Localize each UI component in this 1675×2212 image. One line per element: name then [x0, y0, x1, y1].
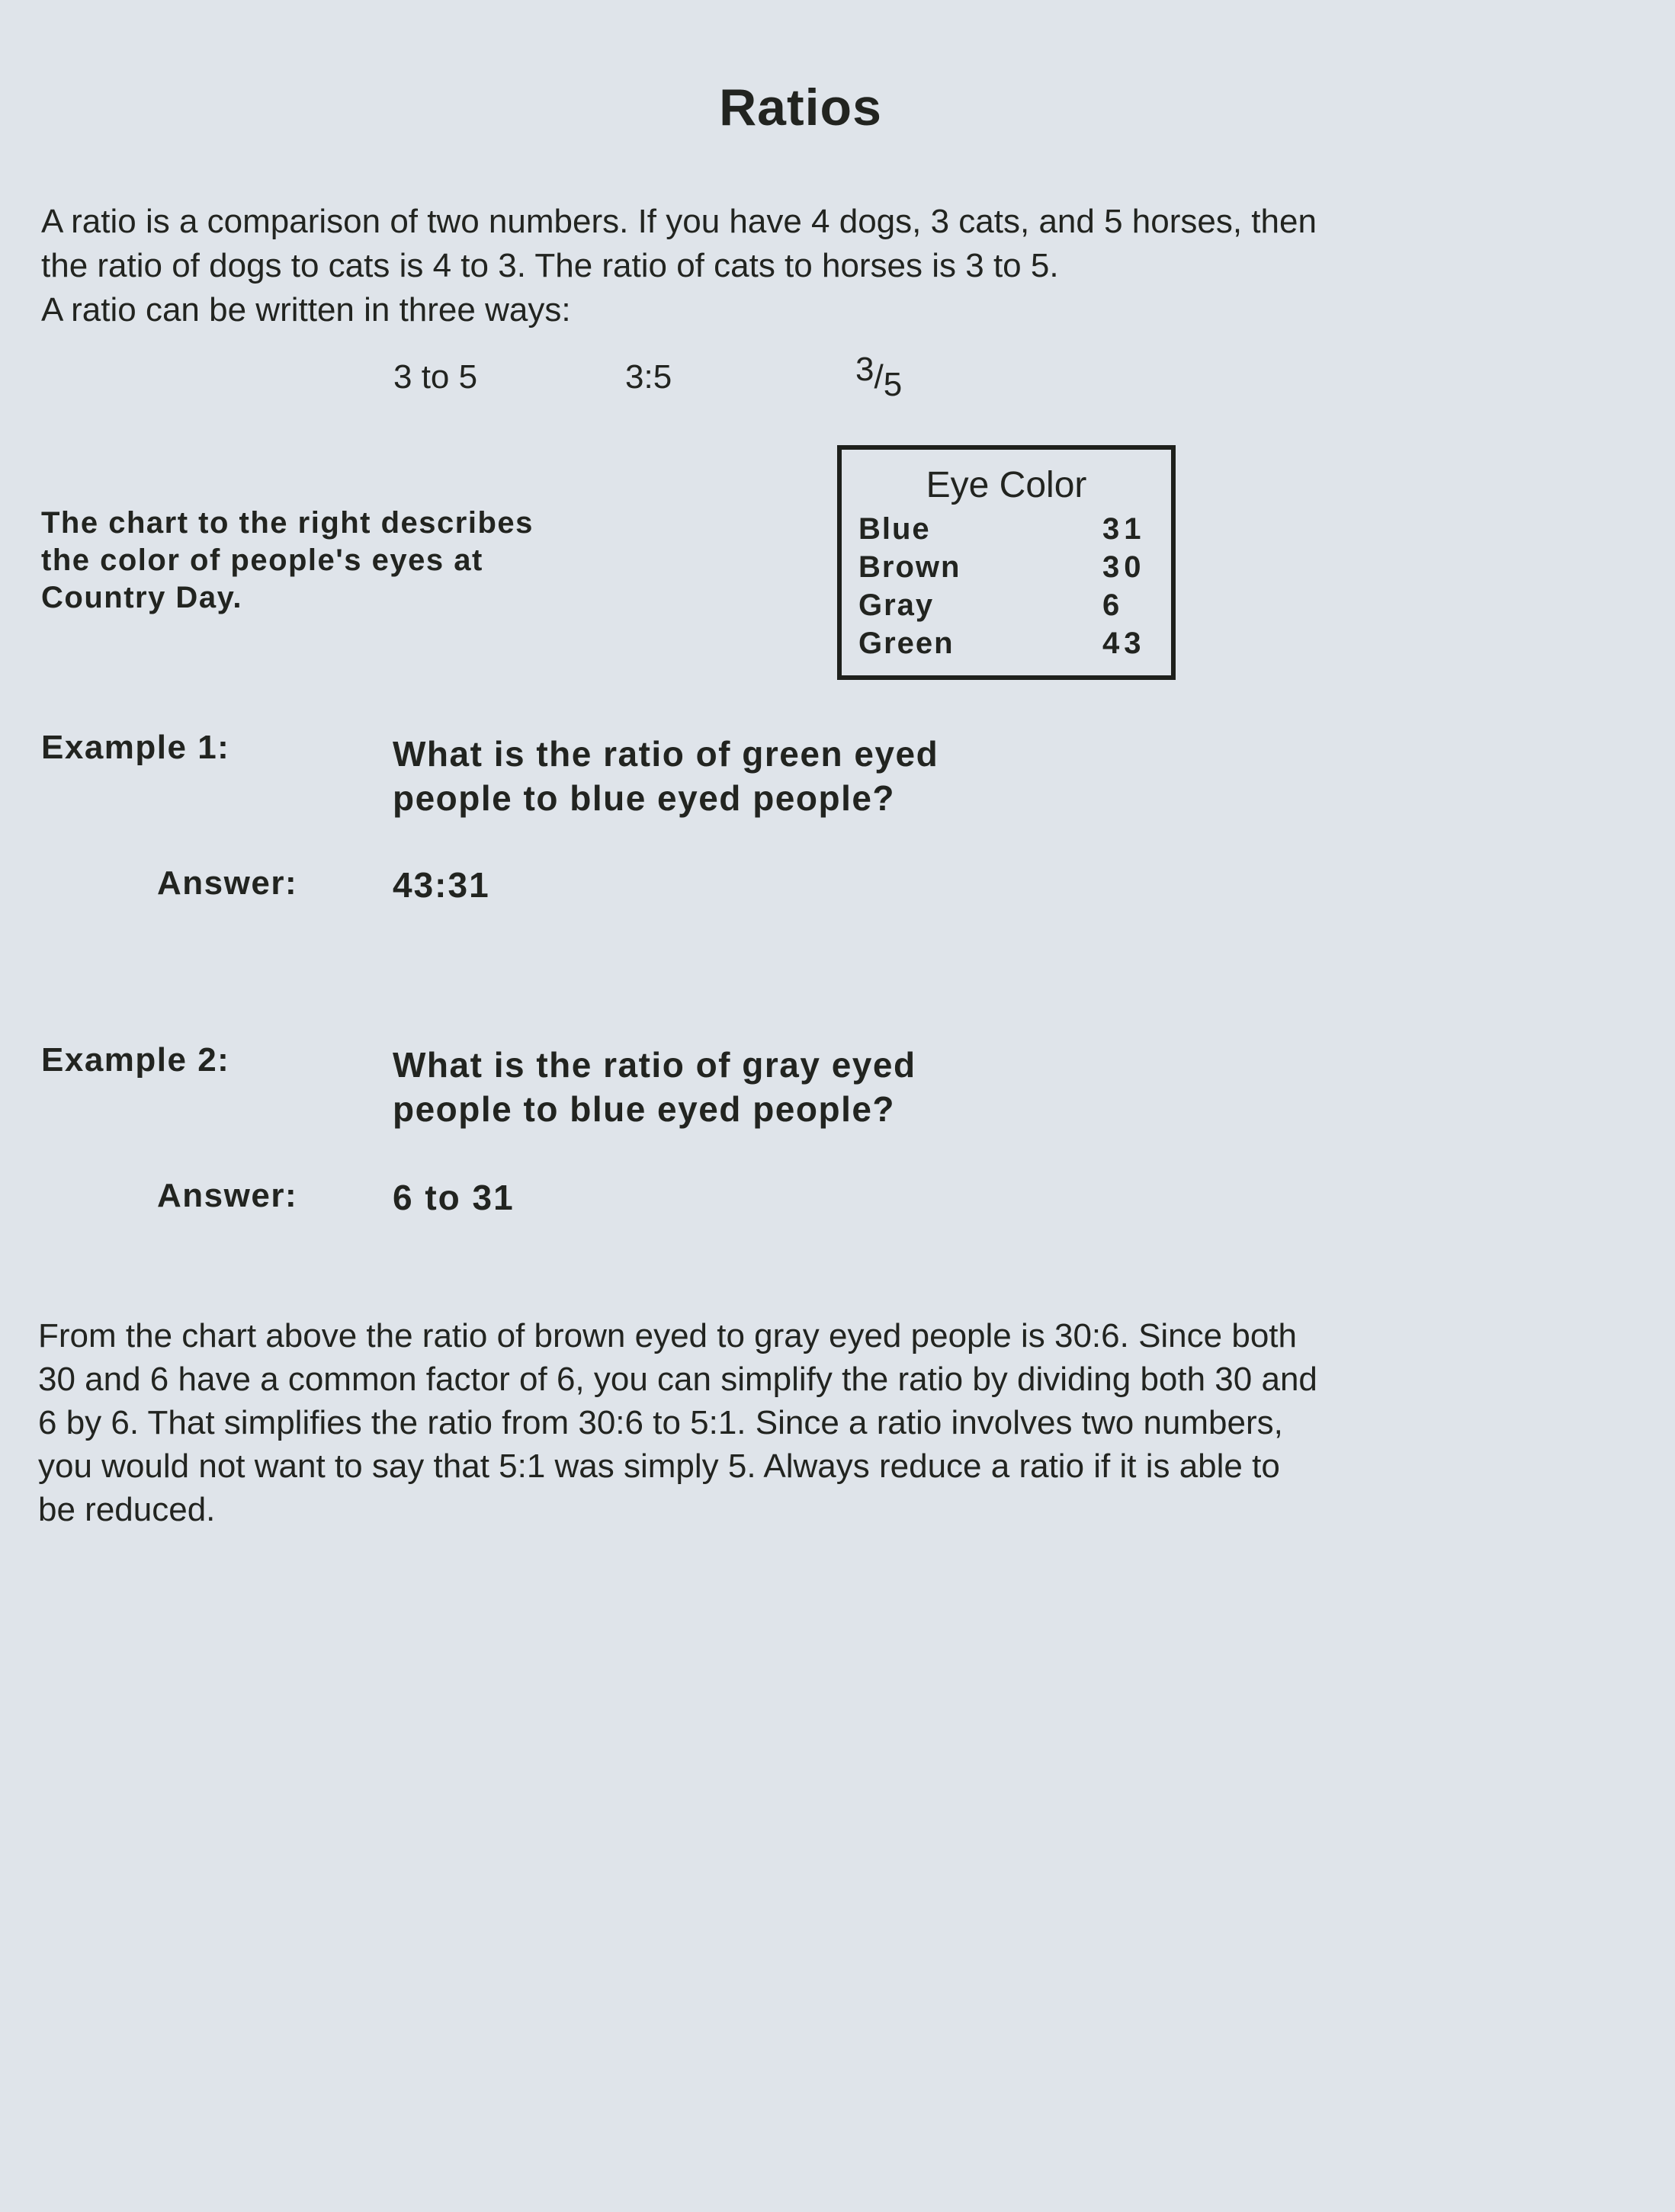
- eye-color-name: Gray: [858, 588, 935, 622]
- eye-color-name: Green: [858, 627, 955, 660]
- table-row: [858, 588, 1163, 627]
- intro-line: A ratio can be written in three ways:: [41, 291, 571, 329]
- eye-color-table: [837, 445, 1176, 680]
- example-2-answer: 6 to 31: [393, 1178, 515, 1217]
- eye-color-count: 30: [1102, 550, 1146, 584]
- chart-description: [41, 505, 621, 617]
- eye-color-count: 6: [1102, 588, 1125, 622]
- ratio-form-colon: 3:5: [625, 358, 672, 396]
- example-2-question: [393, 1043, 1079, 1131]
- eye-color-name: Blue: [858, 512, 931, 546]
- example-2-label: Example 2:: [41, 1041, 230, 1079]
- table-row: [858, 550, 1163, 588]
- table-row: [858, 627, 1163, 665]
- example-2-answer-label: Answer:: [157, 1177, 298, 1214]
- question-line: What is the ratio of gray eyed: [393, 1045, 916, 1085]
- question-line: people to blue eyed people?: [393, 1089, 896, 1129]
- example-1-answer: 43:31: [393, 865, 490, 905]
- chart-description-line: Country Day.: [41, 581, 242, 614]
- eye-color-table-title: Eye Color: [926, 465, 1087, 505]
- fraction-numerator: 3: [855, 351, 874, 388]
- ratio-form-words: 3 to 5: [393, 358, 478, 396]
- question-line: What is the ratio of green eyed: [393, 734, 939, 774]
- closing-line: 6 by 6. That simplifies the ratio from 30:6 to 5:1. Since a ratio involves two numbers,: [38, 1404, 1283, 1441]
- eye-color-count: 43: [1102, 627, 1146, 660]
- closing-line: be reduced.: [38, 1491, 216, 1528]
- example-1-question: [393, 732, 1079, 820]
- closing-line: 30 and 6 have a common factor of 6, you can simplify the ratio by dividing both 30 and: [38, 1361, 1317, 1398]
- intro-paragraph: [41, 200, 1596, 332]
- ratio-form-fraction: [855, 351, 903, 403]
- fraction-denominator: 5: [883, 366, 903, 403]
- chart-description-line: The chart to the right describes: [41, 506, 534, 540]
- example-1-label: Example 1:: [41, 729, 230, 766]
- closing-paragraph: [38, 1314, 1609, 1531]
- intro-line: A ratio is a comparison of two numbers. If you have 4 dogs, 3 cats, and 5 horses, then: [41, 203, 1317, 240]
- closing-line: you would not want to say that 5:1 was simply 5. Always reduce a ratio if it is able to: [38, 1447, 1280, 1485]
- question-line: people to blue eyed people?: [393, 778, 896, 818]
- fraction-slash: /: [874, 358, 884, 396]
- table-row: [858, 512, 1163, 550]
- eye-color-name: Brown: [858, 550, 961, 584]
- closing-line: From the chart above the ratio of brown eyed to gray eyed people is 30:6. Since both: [38, 1317, 1297, 1354]
- chart-description-line: the color of people's eyes at: [41, 543, 483, 577]
- page-title: Ratios: [719, 79, 882, 136]
- example-1-answer-label: Answer:: [157, 864, 298, 902]
- eye-color-count: 31: [1102, 512, 1146, 546]
- intro-line: the ratio of dogs to cats is 4 to 3. The ratio of cats to horses is 3 to 5.: [41, 247, 1059, 284]
